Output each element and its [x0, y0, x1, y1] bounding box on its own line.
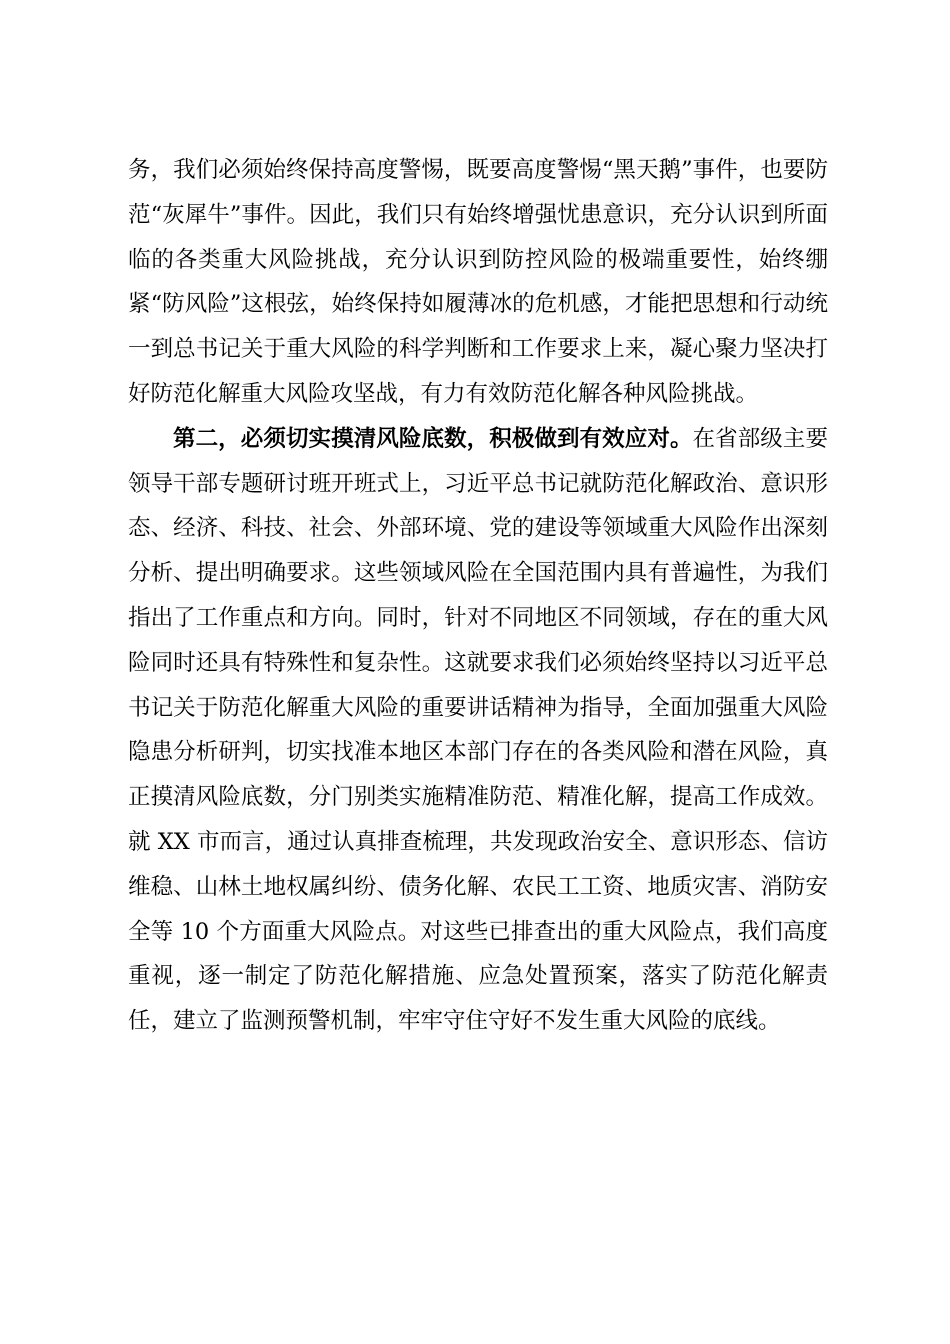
paragraph-text: 在省部级主要领导干部专题研讨班开班式上，习近平总书记就防范化解政治、意识形态、经济、科技、社会、外部环境、党的建设等领域重大风险作出深刻分析、提出明确要求。这些领域风险在全国范围内具有普遍性，为我们指出了工作重点和方向。同时，针对不同地区不同领域，存在的重大风险同时还具有特殊性和复杂性。这就要求我们必须始终坚持以习近平总书记关于防范化解重大风险的重要讲话精神为指导，全面加强重大风险隐患分析研判，切实找准本地区本部门存在的各类风险和潜在风险，真正摸清风险底数，分门别类实施精准防范、精准化解，提高工作成效。就 XX 市而言，通过认真排查梳理，共发现政治安全、意识形态、信访维稳、山林土地权属纠纷、债务化解、农民工工资、地质灾害、消防安全等 10 个方面重大风险点。对这些已排查出的重大风险点，我们高度重视，逐一制定了防范化解措施、应急处置预案，落实了防范化解责任，建立了监测预警机制，牢牢守住守好不发生重大风险的底线。: [128, 425, 828, 1035]
paragraph-continued: [128, 148, 828, 417]
paragraph-lead-heading: 第二，必须切实摸清风险底数，积极做到有效应对。: [173, 425, 693, 452]
paragraph-text: 务，我们必须始终保持高度警惕，既要高度警惕“黑天鹅”事件，也要防范“灰犀牛”事件。因此，我们只有始终增强忧患意识，充分认识到所面临的各类重大风险挑战，充分认识到防控风险的极端重要性，始终绷紧“防风险”这根弦，始终保持如履薄冰的危机感，才能把思想和行动统一到总书记关于重大风险的科学判断和工作要求上来，凝心聚力坚决打好防范化解重大风险攻坚战，有力有效防范化解各种风险挑战。: [128, 157, 828, 407]
document-body: [128, 148, 828, 1044]
paragraph-second-point: [128, 417, 828, 1044]
